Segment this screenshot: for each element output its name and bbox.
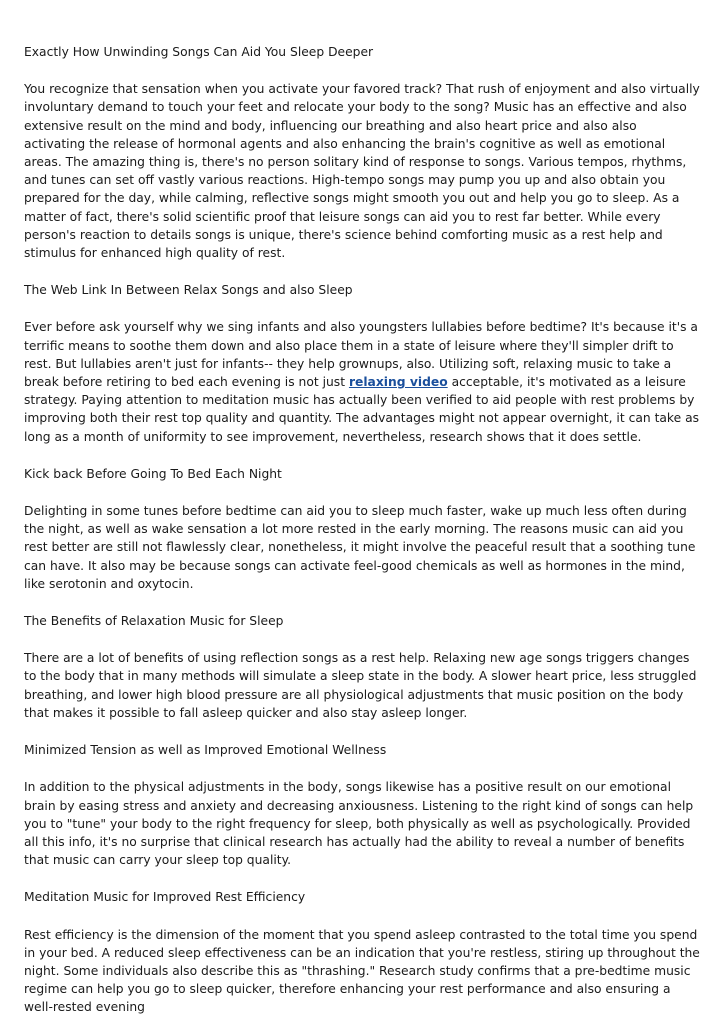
paragraph-benefits: There are a lot of benefits of using reflection songs as a rest help. Relaxing new age songs triggers changes to the body that in many methods will simulate a sleep state in the body. A slower heart price, less struggled breathing, and lower high blood pressure are all physiological adjustments that music position on the body that makes it possible to fall asleep quicker and also stay asleep longer. xyxy=(24,651,697,720)
paragraph-efficiency: Rest efficiency is the dimension of the moment that you spend asleep contrasted to the total time you spend in your bed. A reduced sleep effectiveness can be an indication that you're restless, stiring up throughout the night. Some individuals also describe this as "thrashing." Research study confirms that a pre-bedtime music regime can help you go to sleep quicker, therefore enhancing your rest performance and also ensuring a well-rested evening xyxy=(24,927,700,1015)
section-heading-benefits: The Benefits of Relaxation Music for Sleep xyxy=(24,614,284,629)
relaxing-video-link[interactable]: relaxing video xyxy=(348,375,448,390)
section-heading-link: The Web Link In Between Relax Songs and also Sleep xyxy=(24,283,353,298)
article-title: Exactly How Unwinding Songs Can Aid You Sleep Deeper xyxy=(24,45,374,59)
section-heading-efficiency: Meditation Music for Improved Rest Efficiency xyxy=(24,890,306,905)
paragraph-lullabies xyxy=(24,318,700,445)
section-heading-tension: Minimized Tension as well as Improved Emotional Wellness xyxy=(24,743,387,758)
paragraph-bedtime-tunes: Delighting in some tunes before bedtime can aid you to sleep much faster, wake up much less often during the night, as well as wake sensation a lot more rested in the early morning. The reasons music can aid you rest better are still not flawlessly clear, nonetheless, it might involve the peaceful result that a soothing tune can have. It also may be because songs can activate feel-good chemicals as well as hormones in the mind, like serotonin and oxytocin. xyxy=(24,504,696,591)
paragraph-intro: You recognize that sensation when you activate your favored track? That rush of enjoyment and also virtually involuntary demand to touch your feet and relocate your body to the song? Music has an effective and also extensive result on the mind and body, influencing our breathing and also heart price and also also activating the release of hormonal agents and also enhancing the brain's cognitive as well as emotional areas. The amazing thing is, there's no person solitary kind of response to songs. Various tempos, rhythms, and tunes can set off vastly various reactions. High-tempo songs may pump you up and also obtain you prepared for the day, while calming, reflective songs might smooth you out and help you go to sleep. As a matter of fact, there's solid scientific proof that leisure songs can aid you to rest far better. While every person's reaction to details songs is unique, there's science behind comforting music as a rest help and stimulus for enhanced high quality of rest. xyxy=(24,82,700,261)
paragraph-tension: In addition to the physical adjustments in the body, songs likewise has a positive result on our emotional brain by easing stress and anxiety and decreasing anxiousness. Listening to the right kind of songs can help you to "tune" your body to the right frequency for sleep, both physically as well as psychologically. Provided all this info, it's no surprise that clinical research has actually had the ability to reveal a number of benefits that music can carry your sleep top quality. xyxy=(24,780,694,868)
paragraph-lullabies-text-before: Ever before ask yourself why we sing infants and also youngsters lullabies before bedtime? It's because it's a terrific means to soothe them down and also place them in a state of leisure where they'll simpler drift to rest. But lullabies aren't just for infants-- they help grownups, also. Utilizing soft, relaxing music to take a break before retiring to bed each evening is not just xyxy=(24,320,698,390)
paragraph-lullabies-text-after: acceptable, it's motivated as a leisure strategy. Paying attention to meditation music has actually been verified to aid people with rest problems by improving both their rest top quality and quantity. The advantages might not appear overnight, it can take as long as a month of uniformity to see improvement, nevertheless, research shows that it does settle. xyxy=(24,375,700,444)
section-heading-kick-back: Kick back Before Going To Bed Each Night xyxy=(24,466,282,481)
article-body xyxy=(24,43,700,1036)
